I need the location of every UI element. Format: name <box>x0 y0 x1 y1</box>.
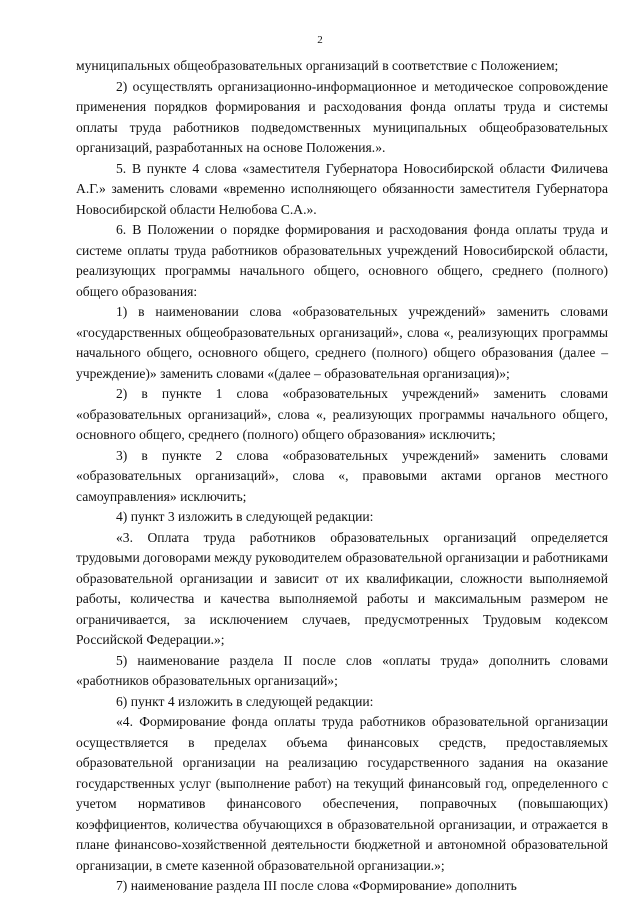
paragraph: 5) наименование раздела II после слов «оплаты труда» дополнить словами «работников образовательных организаций»; <box>76 652 608 688</box>
paragraph: 1) в наименовании слова «образовательных учреждений» заменить словами «государственных общеобразовательных организаций», слова «, реализующих программы начального общего, основного общего, среднего (полного) общего образования (далее – учреждение)» заменить словами «(далее – образовательная организация)»; <box>76 304 608 381</box>
paragraph: 2) осуществлять организационно-информационное и методическое сопровождение применения порядков формирования и расходования фонда оплаты труда и системы оплаты труда работников подведомственных муниципальных общеобразовательных организаций, разработанных на основе Положения.». <box>76 78 608 155</box>
document-body <box>76 56 608 897</box>
paragraph: 6. В Положении о порядке формирования и расходования фонда оплаты труда и системе оплаты труда работников образовательных учреждений Новосибирской области, реализующих программы начального общего, основного общего, среднего (полного) общего образования: <box>76 222 608 299</box>
page-number: 2 <box>317 34 323 46</box>
paragraph: 7) наименование раздела III после слова «Формирование» дополнить <box>116 878 517 893</box>
paragraph: 6) пункт 4 изложить в следующей редакции: <box>116 693 374 709</box>
paragraph: «4. Формирование фонда оплаты труда работников образовательной организации осуществляется в пределах объема финансовых средств, предоставляемых образовательной организации на реализацию государственного задания на оказание государственных услуг (выполнение работ) на текущий финансовый год, определенного с учетом нормативов финансового обеспечения, поправочных (повышающих) коэффициентов, количества обучающихся в образовательной организации, и отражается в плане финансово-хозяйственной деятельности бюджетной и автономной образовательной организации, в смете казенной образовательной организации.»; <box>76 714 608 873</box>
paragraph: муниципальных общеобразовательных организаций в соответствие с Положением; <box>76 58 559 73</box>
paragraph: 2) в пункте 1 слова «образовательных учреждений» заменить словами «образовательных организаций», слова «, реализующих программы начального общего, основного общего, среднего (полного) общего образования» исключить; <box>76 386 608 442</box>
paragraph: 3) в пункте 2 слова «образовательных учреждений» заменить словами «образовательных организаций», слова «, правовыми актами органов местного самоуправления» исключить; <box>76 447 608 504</box>
paragraph: «3. Оплата труда работников образовательных организаций определяется трудовыми договорами между руководителем образовательной организации и работниками образовательной организации и зависит от их квалификации, сложности выполняемой работы, количества и качества выполняемой работы и максимальным размером не ограничивается, за исключением случаев, предусмотренных Трудовым кодексом Российской Федерации.»; <box>76 529 608 647</box>
paragraph: 5. В пункте 4 слова «заместителя Губернатора Новосибирской области Филичева А.Г.» заменить словами «временно исполняющего обязанности заместителя Губернатора Новосибирской области Нелюбова С.А.». <box>76 160 608 217</box>
paragraph: 4) пункт 3 изложить в следующей редакции: <box>116 509 374 524</box>
